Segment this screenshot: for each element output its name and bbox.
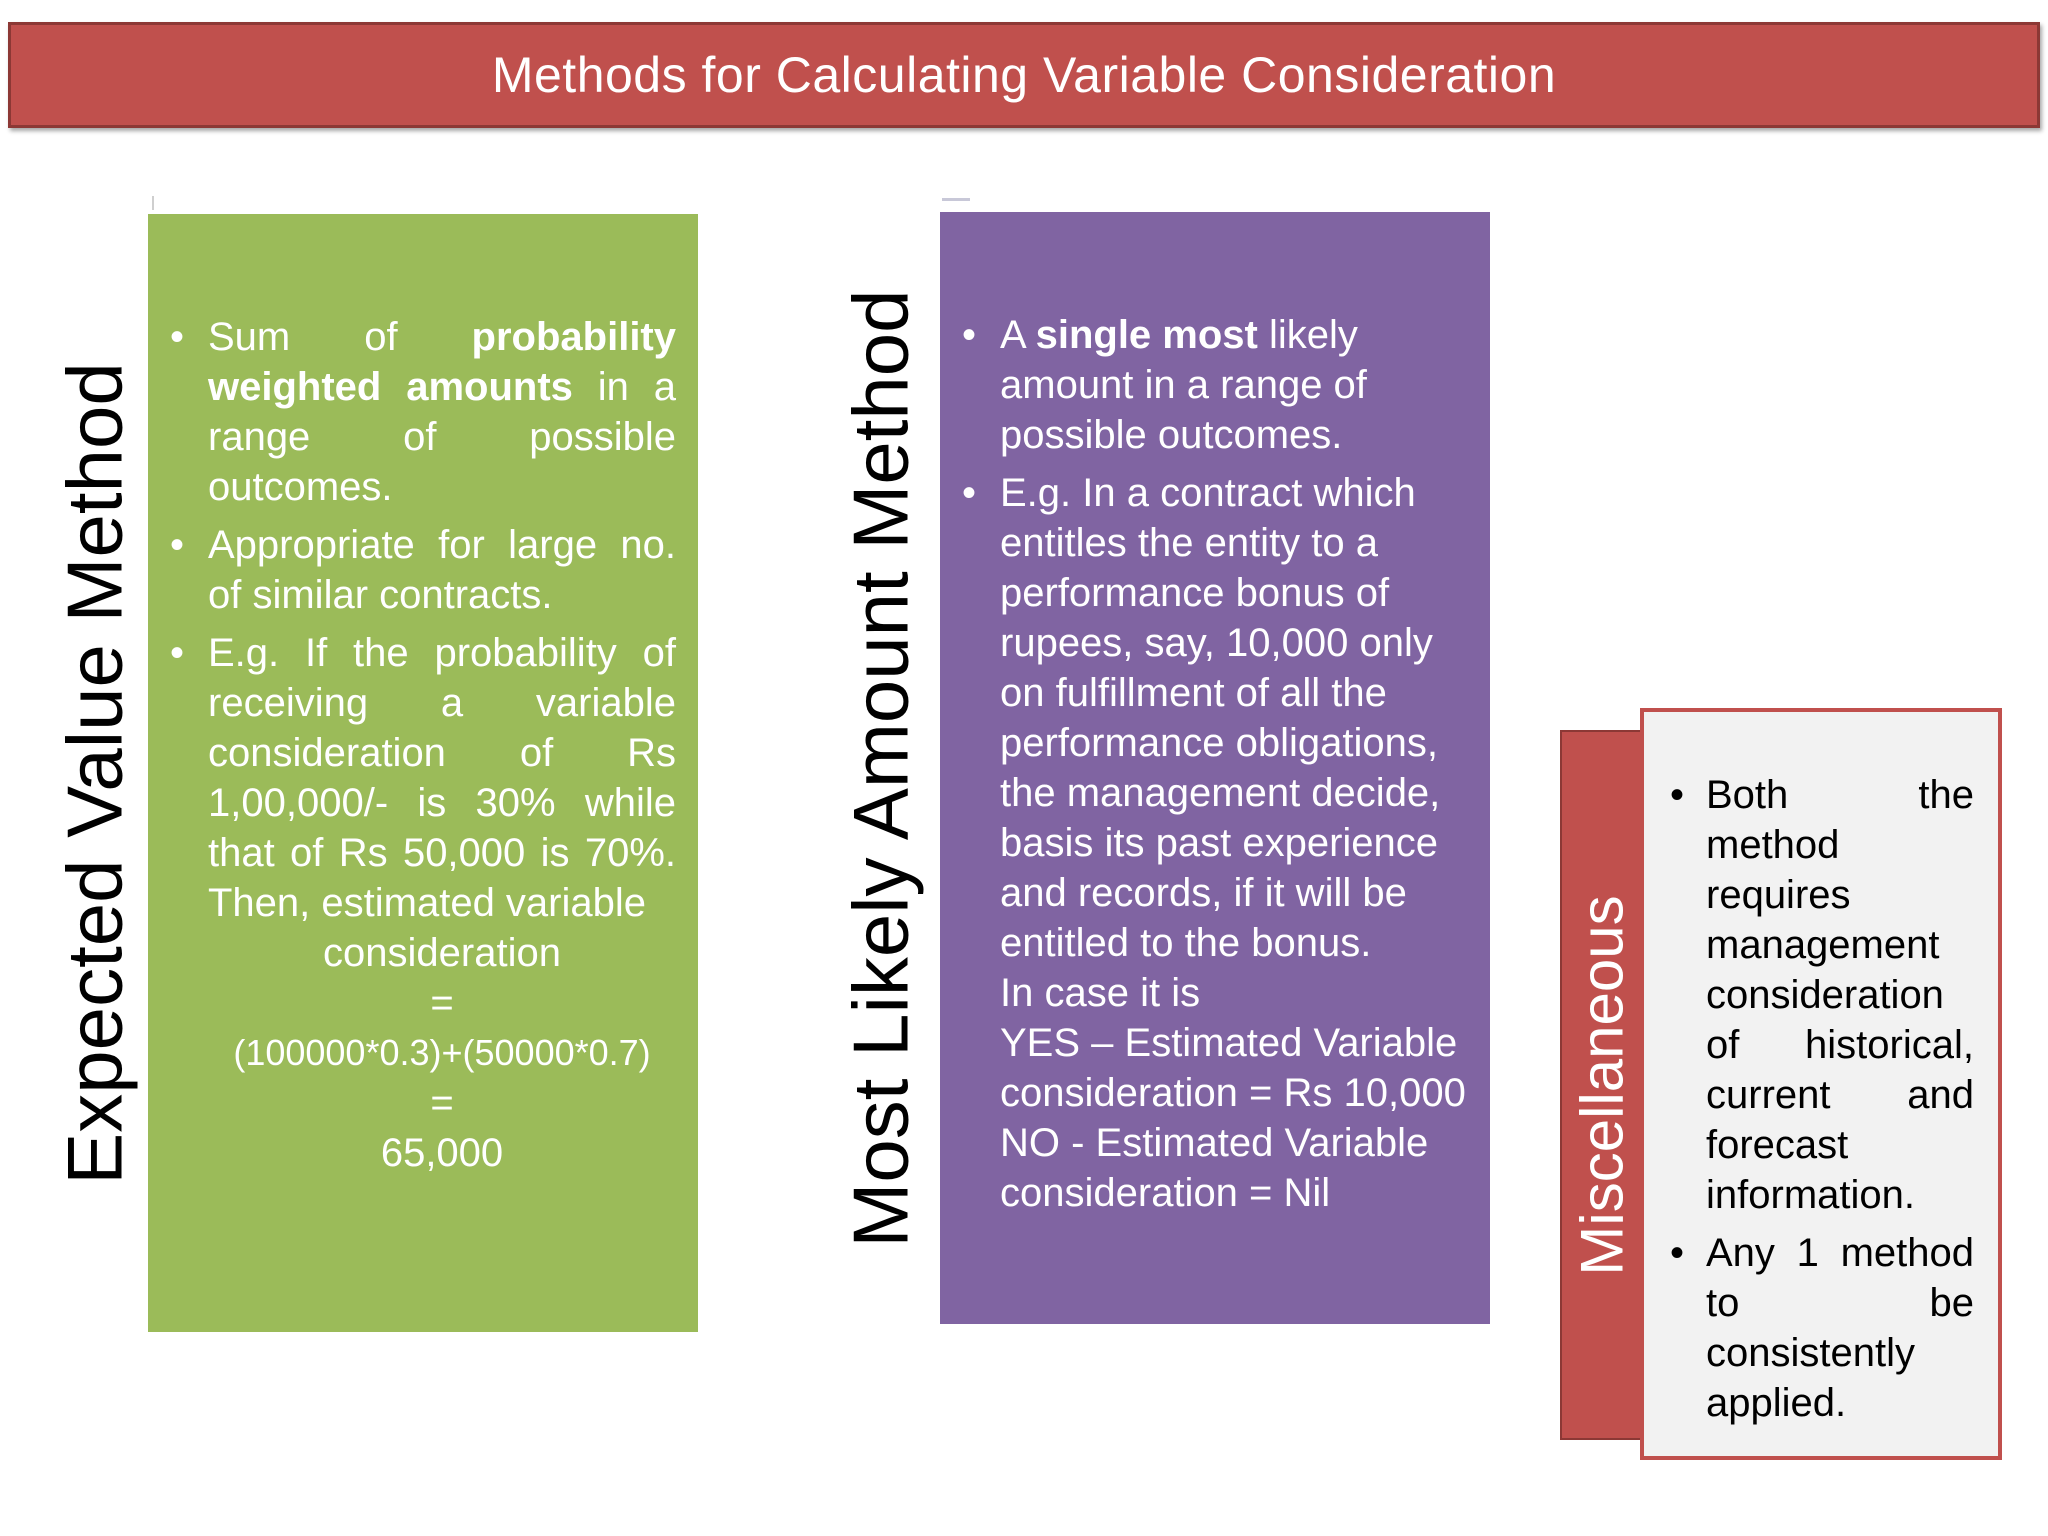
- formula-result: 65,000: [380, 1131, 504, 1175]
- bullet-text: Sum of: [208, 315, 472, 359]
- bullet-text: Any 1 method to be consistently applied.: [1706, 1231, 1974, 1425]
- misc-tab: [1560, 730, 1644, 1440]
- divider-mark: [152, 196, 154, 210]
- most-likely-label: Most Likely Amount Method: [836, 288, 925, 1248]
- formula: (100000*0.3)+(50000*0.7): [233, 1032, 651, 1073]
- bullet-bold-text: single most: [1035, 313, 1258, 357]
- divider-mark: [942, 198, 970, 201]
- bullet-text: YES – Estimated Variable consideration = Rs 10,000: [1000, 1021, 1466, 1115]
- list-item: [170, 312, 676, 512]
- most-likely-label-container: [826, 212, 936, 1324]
- bullet-text: NO - Estimated Variable consideration = Nil: [1000, 1121, 1429, 1215]
- expected-value-label-container: [40, 214, 150, 1332]
- bullet-text: E.g. If the probability of receiving a variable consideration of Rs 1,00,000/- is 30% while that of Rs 50,000 is 70%. Then, estimated variable: [208, 631, 676, 925]
- most-likely-box: [940, 212, 1490, 1324]
- bullet-bold-text: probability weighted amounts: [208, 315, 676, 409]
- misc-label: Miscellaneous: [1568, 894, 1636, 1276]
- page-title: Methods for Calculating Variable Consideration: [491, 47, 1557, 103]
- list-item: [170, 628, 676, 1178]
- bullet-text: Both the method requires management consideration of historical, current and forecast information.: [1706, 773, 1974, 1217]
- list-item: [170, 520, 676, 620]
- list-item: [962, 310, 1468, 460]
- bullet-text: Appropriate for large no. of similar contracts.: [208, 523, 676, 617]
- bullet-text: likely amount in a range of possible outcomes.: [1000, 313, 1367, 457]
- title-banner: [8, 22, 2040, 128]
- bullet-text: A: [1000, 313, 1036, 357]
- bullet-text: in a range of possible outcomes.: [208, 365, 676, 509]
- list-item: [1670, 770, 1974, 1220]
- bullet-text: consideration: [323, 931, 561, 975]
- expected-value-box: [148, 214, 698, 1332]
- list-item: [1670, 1228, 1974, 1428]
- expected-value-label: Expected Value Method: [50, 361, 139, 1185]
- bullet-text: E.g. In a contract which entitles the entity to a performance bonus of rupees, say, 10,000 only on fulfillment of all the performance obligations, the management decide, basis its past experience and records, if it will be entitled to the bonus.: [1000, 471, 1441, 965]
- bullet-text: In case it is: [1000, 971, 1201, 1015]
- equals-sign: =: [430, 1081, 454, 1125]
- list-item: [962, 468, 1468, 1218]
- equals-sign: =: [430, 981, 454, 1025]
- misc-box: [1640, 708, 2002, 1460]
